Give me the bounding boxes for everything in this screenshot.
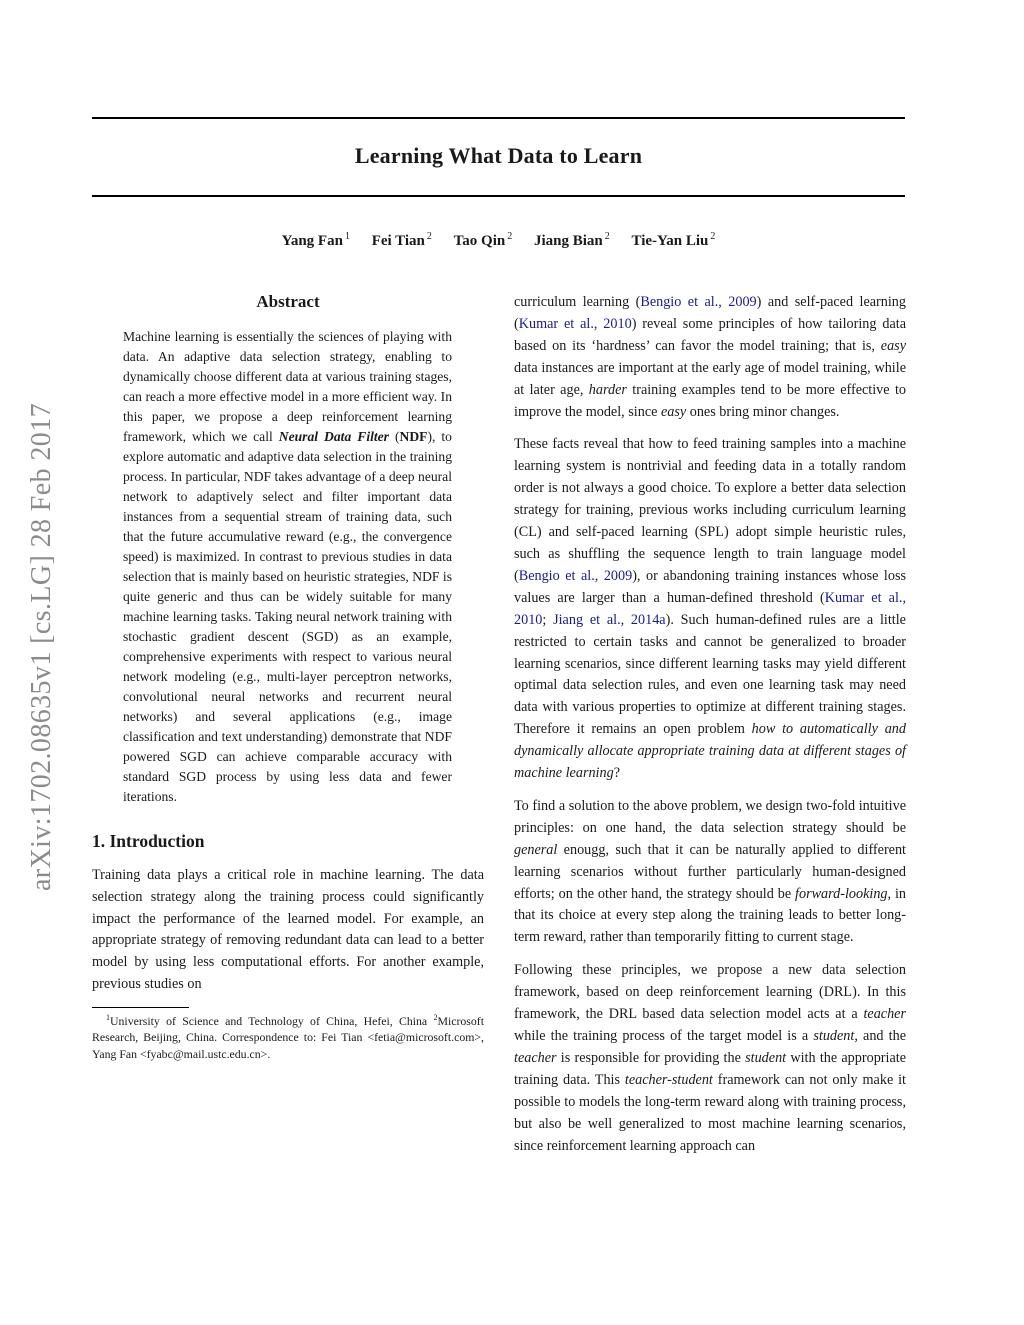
text-run: framework can not only make it possible to models the long-term reward along with training process, but also be well generalized to most machine learning scenarios, since reinforcement learning approach can [514,1071,906,1154]
paper-title: Learning What Data to Learn [354,143,643,168]
citation-link[interactable]: Kumar et al., 2010 [518,315,632,332]
text-run: forward-looking [795,885,888,902]
footnote-rule [92,1007,189,1008]
citation-link[interactable]: Bengio et al., 2009 [518,567,633,584]
text-run: easy [880,337,906,354]
author-affiliation-mark: 2 [710,231,716,242]
text-run: teacher-student [624,1071,713,1088]
text-run: easy [660,403,687,420]
citation-link[interactable]: Bengio et al., 2009 [640,294,757,310]
text-run: teacher [514,1049,557,1066]
body-paragraph [514,434,906,785]
author-name: Yang Fan $^1$ [281,231,350,249]
text-run: ; [542,611,554,628]
text-run: , and the [854,1028,906,1044]
text-run: is responsible for providing the [556,1049,746,1066]
text-run: enougg, such that it can be naturally applied to different learning scenarios without further particularly human-designed efforts; on the other hand, the strategy should be [514,841,906,902]
abstract-text [123,327,452,807]
text-run: how to automatically and dynamically allocate appropriate training data at different stages of machine learning [514,721,906,782]
text-run: Neural Data Filter [278,429,389,444]
authors-line [92,233,905,250]
text-run: To find a solution to the above problem, we design two-fold intuitive principles: on one hand, the data selection strategy should be [514,797,906,836]
introduction-paragraph [92,865,484,996]
text-run: ) reveal some principles of how tailoring data based on its ‘hardness’ can favor the model training; that is, [514,315,906,354]
text-run: 2 [433,1013,438,1023]
citation-link[interactable]: Jiang et al., 2014a [553,611,666,628]
text-run: training examples tend to be more effective to improve the model, since [514,381,906,420]
author-affiliation-mark: 2 [426,231,432,242]
body-paragraph [514,796,906,949]
text-run: data instances are important at the early age of model training, while at later age, [514,359,906,398]
title-divider-rule [92,195,905,197]
citation-link[interactable]: Kumar et al., 2010 [514,589,907,628]
author-name: Tie-Yan Liu $^2$ [631,231,716,249]
affiliation-footnote [92,1013,484,1062]
text-run: general [514,841,558,858]
text-run: harder [588,381,627,398]
author-affiliation-mark: 1 [344,231,350,242]
top-divider-rule [92,117,905,119]
text-run: ? [613,765,620,782]
text-run: ( [388,429,400,444]
author-affiliation-mark: 2 [507,231,513,242]
text-run: ones bring minor changes. [686,403,840,420]
text-run: , in that its choice at every step along the training leads to better long-term reward, rather than temporarily fitting to current stage. [514,885,906,946]
text-run: These facts reveal that how to feed training samples into a machine learning system is nontrivial and feeding data in a totally random order is not always a good choice. To explore a better data selection strategy for training, previous works including curriculum learning (CL) and self-paced learning (SPL) adopt simple heuristic rules, such as shuffling the sequence length to train language model ( [514,436,906,584]
section-heading-introduction: 1. Introduction [92,831,205,851]
text-run: student [813,1028,855,1044]
text-run: student [745,1049,787,1066]
text-run: ), to explore automatic and adaptive data selection in the training process. In particular, NDF takes advantage of a deep neural network to adaptively select and filter important data instances from a sequential stream of training data, such that the future accumulative reward (e.g., the convergence speed) is maximized. In contrast to previous studies in data selection that is mainly based on heuristic strategies, NDF is quite generic and thus can be widely suitable for many machine learning tasks. Taking neural network training with stochastic gradient descent (SGD) as an example, comprehensive experiments with respect to various neural network modeling (e.g., multi-layer perceptron networks, convolutional neural networks and recurrent neural networks) and several applications (e.g., image classification and text understanding) demonstrate that NDF powered SGD can achieve comparable accuracy with standard SGD process by using less data and fewer iterations. [123,429,452,804]
arxiv-watermark: arXiv:1702.08635v1 [cs.LG] 28 Feb 2017 [26,402,57,892]
text-run: ), or abandoning training instances whose loss values are larger than a human-defined threshold ( [514,567,906,606]
abstract-heading: Abstract [256,292,320,311]
text-run: Training data plays a critical role in machine learning. The data selection strategy along the training process could significantly impact the performance of the learned model. For example, an appropriate strategy of removing redundant data can lead to a better model by using less computational efforts. For another example, previous studies on [92,867,484,992]
left-column [92,292,484,1062]
text-run: University of Science and Technology of China, Hefei, China [110,1014,434,1029]
text-run: ) and self-paced learning ( [514,294,906,332]
text-run: Following these principles, we propose a new data selection framework, based on deep reinforcement learning (DRL). In this framework, the DRL based data selection model acts at a [514,962,906,1023]
text-run: with the appropriate training data. This [514,1049,906,1088]
text-run: curriculum learning ( [514,294,641,310]
author-name: Fei Tian $^2$ [371,231,432,249]
text-run: while the training process of the target model is a [514,1028,814,1044]
body-paragraph [514,292,906,423]
author-affiliation-mark: 2 [604,231,610,242]
body-paragraph [514,960,906,1157]
text-run: Machine learning is essentially the sciences of playing with data. An adaptive data selection strategy, enabling to dynamically choose different data at various training stages, can reach a more effective model in a more efficient way. In this paper, we propose a deep reinforcement learning framework, which we call [123,329,452,444]
text-run: 1 [106,1013,111,1023]
right-column [514,292,906,1168]
text-run: ). Such human-defined rules are a little restricted to certain tasks and cannot be generalized to broader learning scenarios, since different learning tasks may yield different optimal data selection rules, and even one learning task may need data with various properties to optimize at different training stages. Therefore it remains an open problem [514,611,906,738]
text-run: NDF [399,429,428,444]
text-run: teacher [863,1006,906,1023]
author-name: Jiang Bian $^2$ [533,231,610,249]
text-run: Microsoft Research, Beijing, China. Correspondence to: Fei Tian <fetia@microsoft.com>, Yang Fan <fyabc@mail.ustc.edu.cn>. [92,1014,484,1061]
author-name: Tao Qin $^2$ [453,231,513,249]
